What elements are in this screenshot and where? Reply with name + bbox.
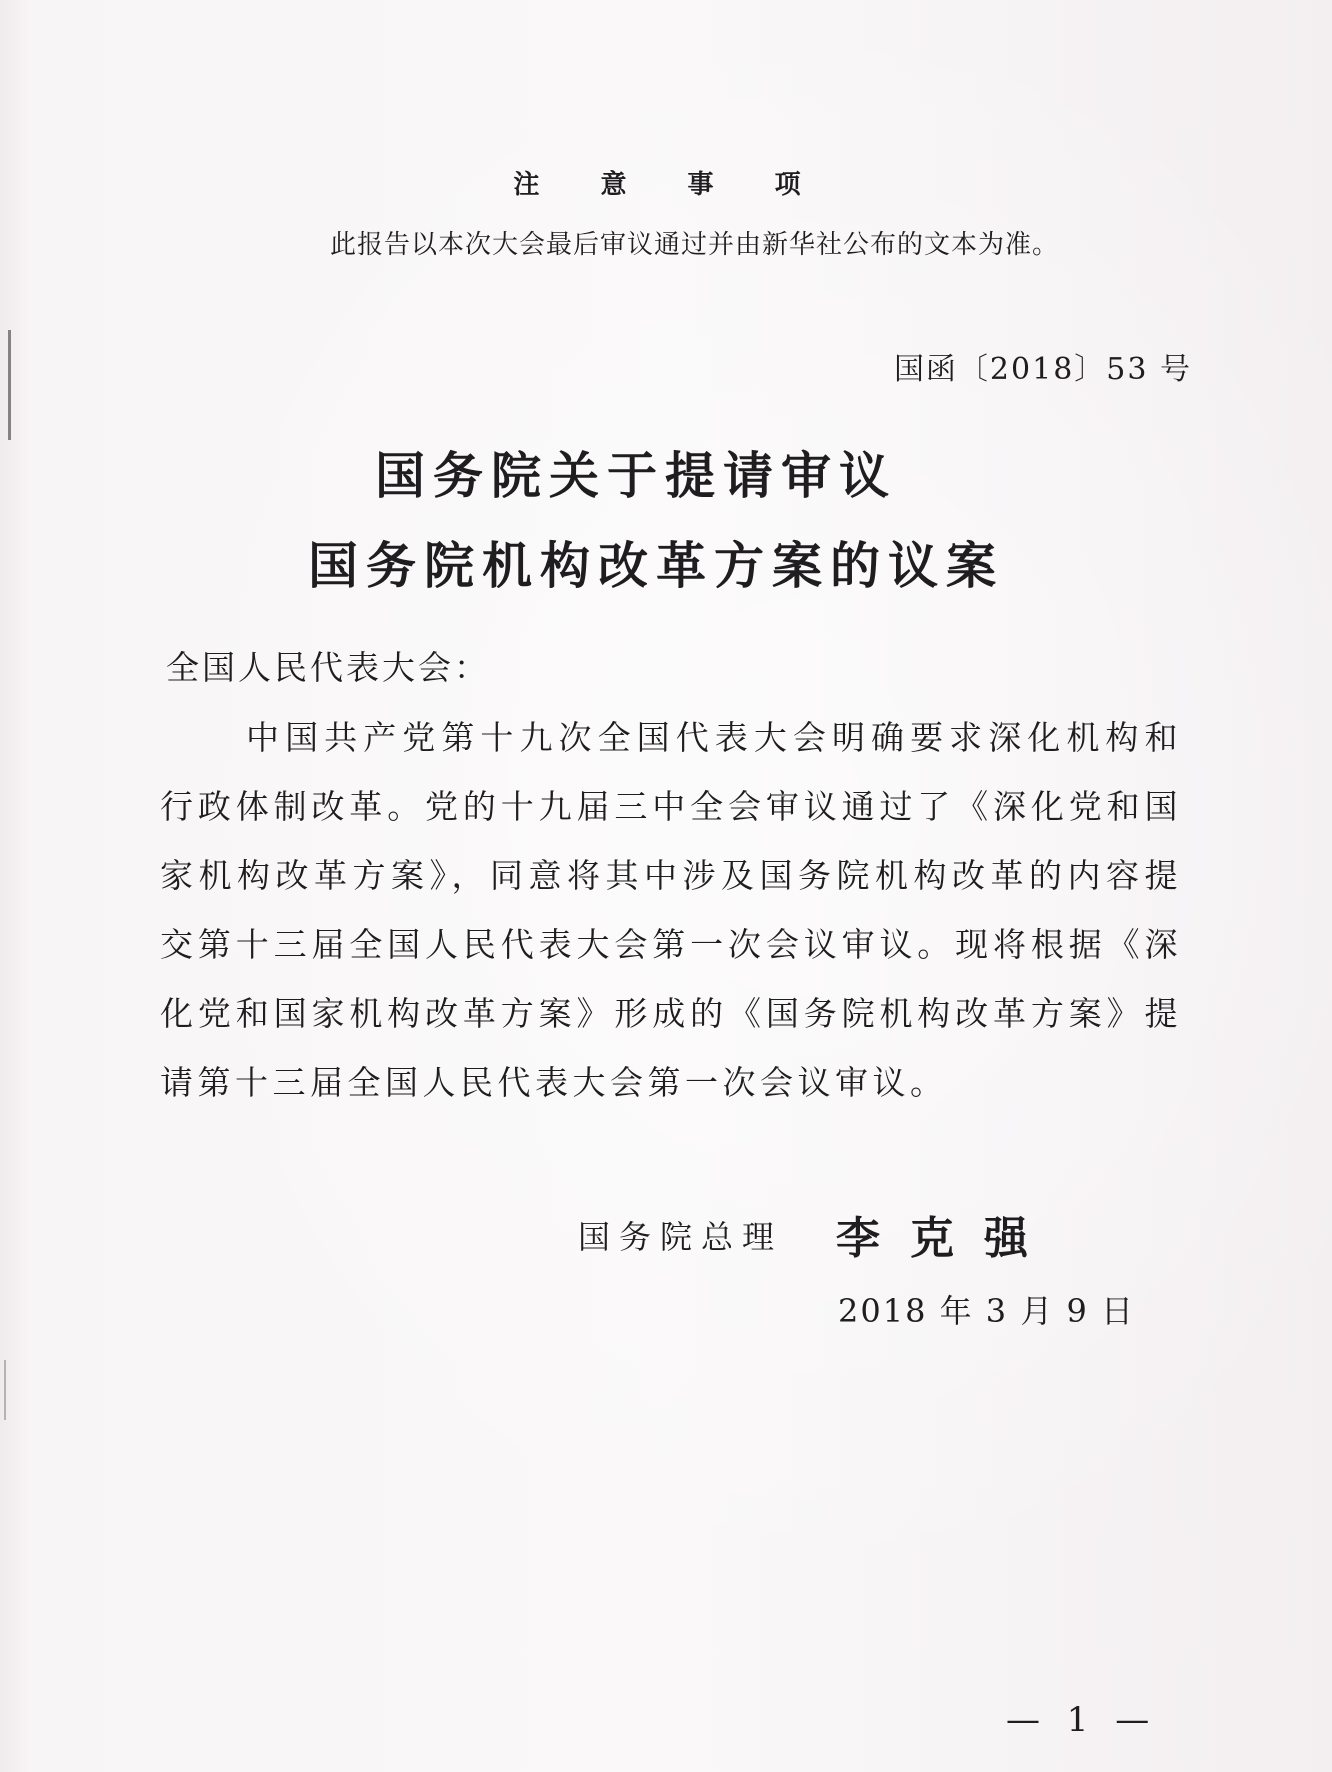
notice-text: 此报告以本次大会最后审议通过并由新华社公布的文本为准。 [330,230,1060,260]
document-title-line-1: 国务院关于提请审议 [375,446,897,505]
document-number: 国函〔2018〕53 号 [893,352,1192,387]
signatory-title: 国务院总理 [578,1218,784,1256]
page-number: — 1 — [1006,1700,1158,1740]
signatory-name: 李克强 [836,1213,1058,1264]
page-edge-mark [4,1360,6,1420]
document-title-line-2: 国务院机构改革方案的议案 [308,536,1004,595]
salutation: 全国人民代表大会： [166,648,490,687]
body-paragraph: 中国共产党第十九次全国代表大会明确要求深化机构和行政体制改革。党的十九届三中全会审议通过了《深化党和国家机构改革方案》，同意将其中涉及国务院机构改革的内容提交第十三届全国人民代表大会第一次会议审议。现将根据《深化党和国家机构改革方案》形成的《国务院机构改革方案》提请第十三届全国人民代表大会第一次会议审议。 [160,718,1182,1102]
document-date: 2018 年 3 月 9 日 [838,1292,1136,1330]
notice-title: 注 意 事 项 [513,170,827,200]
page-edge-mark [8,330,11,440]
